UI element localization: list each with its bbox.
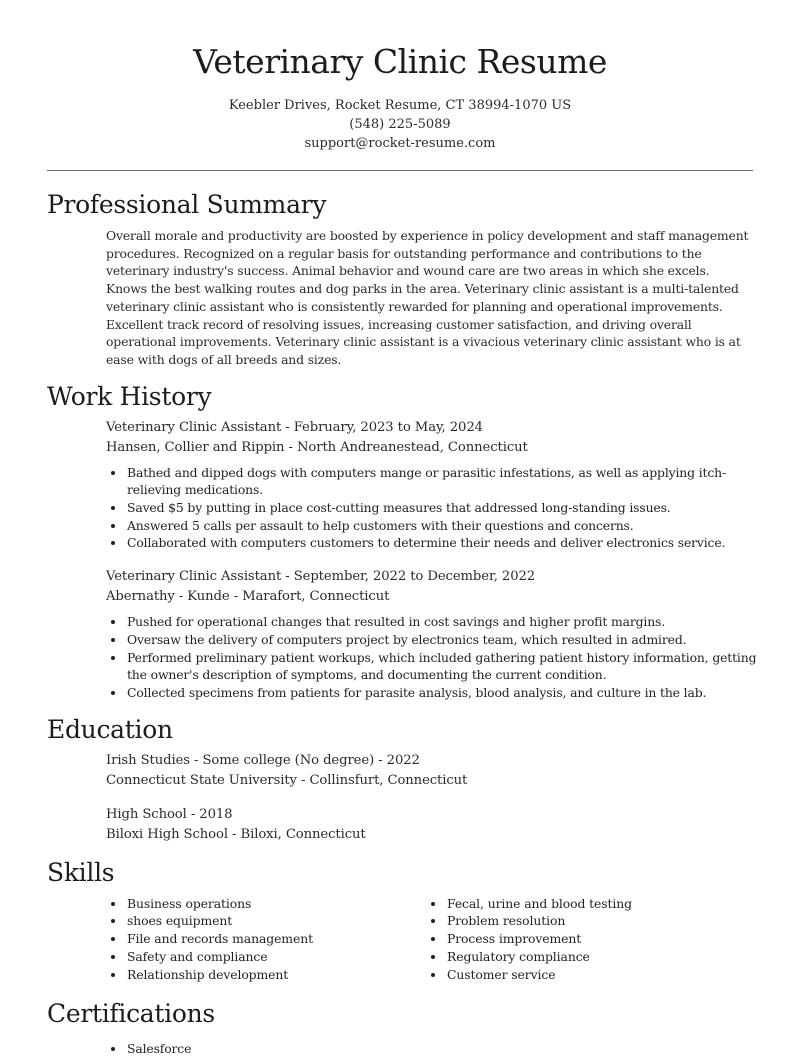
list-item: Collaborated with computers customers to determine their needs and deliver electronics service. <box>127 534 760 552</box>
certification-list <box>0 1040 800 1057</box>
job-bullets <box>0 464 800 553</box>
contact-info <box>0 96 800 153</box>
section-professional-summary <box>0 189 800 369</box>
skill-item: Process improvement <box>447 930 767 948</box>
skill-item: Fecal, urine and blood testing <box>447 895 767 913</box>
section-skills <box>0 857 800 984</box>
job-entry <box>0 567 800 607</box>
section-heading: Professional Summary <box>47 190 327 219</box>
section-heading: Education <box>47 714 173 744</box>
section-heading: Work History <box>47 381 212 411</box>
resume-header <box>0 0 800 153</box>
job-bullets <box>0 613 800 702</box>
list-item: Oversaw the delivery of computers project by electronics team, which resulted in admired. <box>127 631 760 649</box>
job-employer-location: Abernathy - Kunde - Marafort, Connecticut <box>106 589 390 605</box>
section-heading: Skills <box>47 857 115 887</box>
job-title-dates: Veterinary Clinic Assistant - September, 2022 to December, 2022 <box>106 569 536 585</box>
list-item: Pushed for operational changes that resulted in cost savings and higher profit margins. <box>127 613 760 631</box>
education-degree: Irish Studies - Some college (No degree) - 2022 <box>106 752 420 768</box>
contact-phone: (548) 225-5089 <box>349 117 451 132</box>
skill-item: Customer service <box>447 966 767 984</box>
certification-item: Salesforce <box>127 1040 760 1057</box>
education-school: Connecticut State University - Collinsfurt, Connecticut <box>106 772 468 788</box>
education-entry <box>0 805 800 845</box>
list-item: Performed preliminary patient workups, which included gathering patient history information, getting the owner's description of symptoms, and documenting the current condition. <box>127 649 760 684</box>
contact-address: Keebler Drives, Rocket Resume, CT 38994-1070 US <box>228 98 572 113</box>
job-entry <box>0 418 800 458</box>
list-item: Saved $5 by putting in place cost-cutting measures that addressed long-standing issues. <box>127 499 760 517</box>
skill-item: Safety and compliance <box>127 948 447 966</box>
skill-item: shoes equipment <box>127 912 447 930</box>
skill-item: Business operations <box>127 895 447 913</box>
section-work-history <box>0 381 800 702</box>
contact-email: support@rocket-resume.com <box>304 136 496 151</box>
skill-item: File and records management <box>127 930 447 948</box>
job-employer-location: Hansen, Collier and Rippin - North Andreanestead, Connecticut <box>106 439 528 455</box>
summary-text: Overall morale and productivity are boosted by experience in policy development and staff management procedures. Recognized on a regular basis for outstanding performance and contributions to the veterinary industry's success. Animal behavior and wound care are two areas in which she excels. Knows the best walking routes and dog parks in the area. Veterinary clinic assistant is a multi-talented veterinary clinic assistant who is consistently rewarded for planning and operational improvements. Excellent track record of resolving issues, increasing customer satisfaction, and driving overall operational improvements. Veterinary clinic assistant is a vivacious veterinary clinic assistant who is at ease with dogs of all breeds and sizes. <box>106 228 749 367</box>
skills-grid <box>0 895 800 984</box>
list-item: Answered 5 calls per assault to help customers with their questions and concerns. <box>127 517 760 535</box>
resume-title: Veterinary Clinic Resume <box>193 42 607 81</box>
skill-item: Relationship development <box>127 966 447 984</box>
section-heading: Certifications <box>47 998 215 1028</box>
list-item: Bathed and dipped dogs with computers mange or parasitic infestations, as well as applying itch-relieving medications. <box>127 464 760 499</box>
skills-column-left <box>127 895 447 984</box>
section-education <box>0 714 800 845</box>
education-degree: High School - 2018 <box>106 806 233 822</box>
education-school: Biloxi High School - Biloxi, Connecticut <box>106 826 366 842</box>
education-entry <box>0 751 800 791</box>
header-divider <box>47 170 753 171</box>
skill-item: Problem resolution <box>447 912 767 930</box>
skill-item: Regulatory compliance <box>447 948 767 966</box>
list-item: Collected specimens from patients for parasite analysis, blood analysis, and culture in the lab. <box>127 684 760 702</box>
job-title-dates: Veterinary Clinic Assistant - February, 2023 to May, 2024 <box>106 419 483 435</box>
skills-column-right <box>447 895 767 984</box>
section-certifications <box>0 998 800 1057</box>
